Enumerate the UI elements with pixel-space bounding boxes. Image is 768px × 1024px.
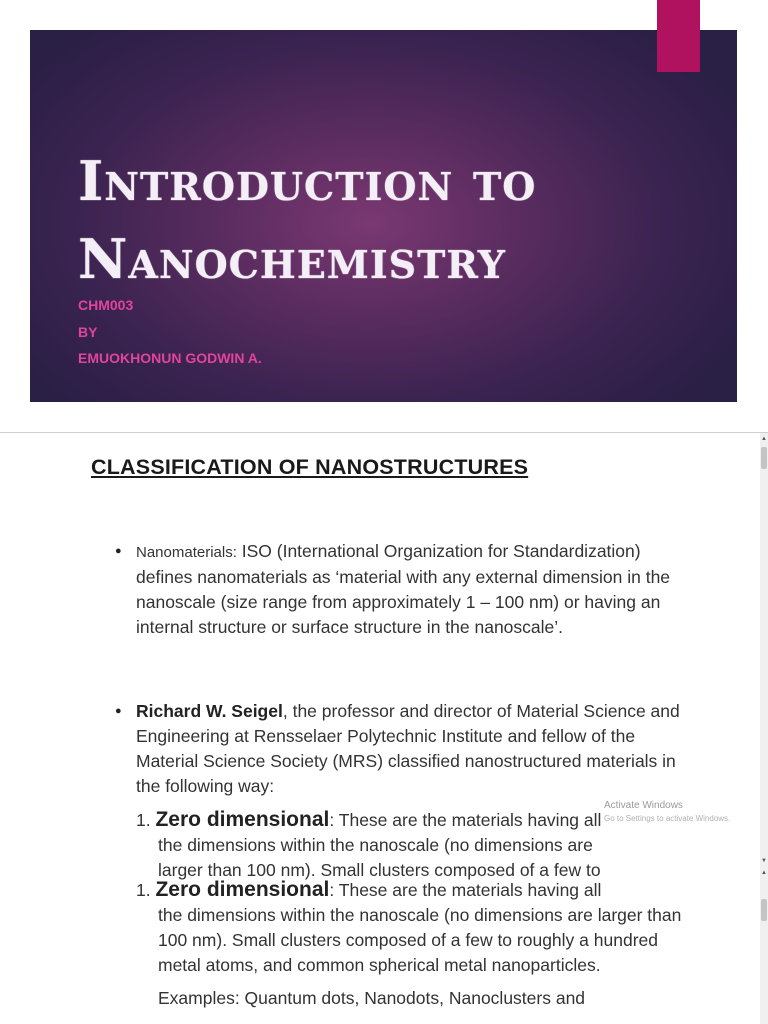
seigel-name: Richard W. Seigel xyxy=(136,701,283,721)
slide-title-line2: Nanochemistry xyxy=(78,227,506,291)
item-text-a: : These are the materials having all xyxy=(329,810,602,830)
item-text-b: the dimensions within the nanoscale (no dimensions are xyxy=(158,835,593,855)
accent-bar xyxy=(657,0,700,72)
item-number: 1. xyxy=(136,880,151,900)
scroll-down-icon[interactable]: ▼ xyxy=(761,858,767,864)
by-label: BY xyxy=(78,323,98,340)
document-heading: CLASSIFICATION OF NANOSTRUCTURES xyxy=(91,455,529,479)
item-text-a: : These are the materials having all xyxy=(329,880,602,900)
seigel-text: , the professor and director of Material Science and Engineering at Rensselaer Polytechnic Institute and fellow of the Material Science Society (MRS) classified nanostructured materials in the following way: xyxy=(136,701,680,796)
bullet-dot-icon: ● xyxy=(115,705,122,717)
title-slide xyxy=(30,30,737,402)
bullet-seigel xyxy=(136,699,681,799)
slide-title xyxy=(78,142,536,298)
activate-windows-watermark xyxy=(604,799,730,825)
watermark-line1: Activate Windows xyxy=(604,800,683,811)
scroll-thumb[interactable] xyxy=(761,447,767,469)
scroll-up-icon[interactable]: ▲ xyxy=(761,870,767,876)
item-text-b: the dimensions within the nanoscale (no dimensions are larger than 100 nm). Small clusters composed of a few to roughly a hundred metal atoms, and common spherical metal nanoparticles. xyxy=(158,905,682,975)
nanomaterials-text-b: Standardization) defines nanomaterials as ‘material with any external dimension in the nanoscale (size range from approximately 1 – 100 nm) or having an internal structure or surface structure in the nanoscale’. xyxy=(136,541,671,637)
course-code: CHM003 xyxy=(78,297,134,313)
slide-title-line1: Introduction to xyxy=(78,149,537,213)
scroll-thumb[interactable] xyxy=(761,899,767,921)
item-term: Zero dimensional xyxy=(155,878,330,901)
document-page xyxy=(0,433,760,1024)
item-text-c: larger than 100 nm). Small clusters composed of a few to xyxy=(158,860,601,880)
item-zero-dimensional xyxy=(136,877,696,1011)
slide-subtitle xyxy=(78,292,262,372)
nanomaterials-text-a: ISO (International Organization for xyxy=(236,541,509,561)
author-name: EMUOKHONUN GODWIN A. xyxy=(78,350,262,366)
vertical-scrollbar[interactable] xyxy=(760,433,768,1024)
watermark-line2: Go to Settings to activate Windows. xyxy=(604,814,731,823)
item-next-line: Examples: Quantum dots, Nanodots, Nanoclusters and xyxy=(158,988,586,1008)
bullet-nanomaterials xyxy=(136,539,681,640)
item-term: Zero dimensional xyxy=(155,808,330,831)
scroll-up-icon[interactable]: ▲ xyxy=(761,436,767,442)
item-number: 1. xyxy=(136,810,151,830)
bullet-dot-icon: ● xyxy=(115,545,122,557)
nanomaterials-term: Nanomaterials: xyxy=(136,544,237,561)
